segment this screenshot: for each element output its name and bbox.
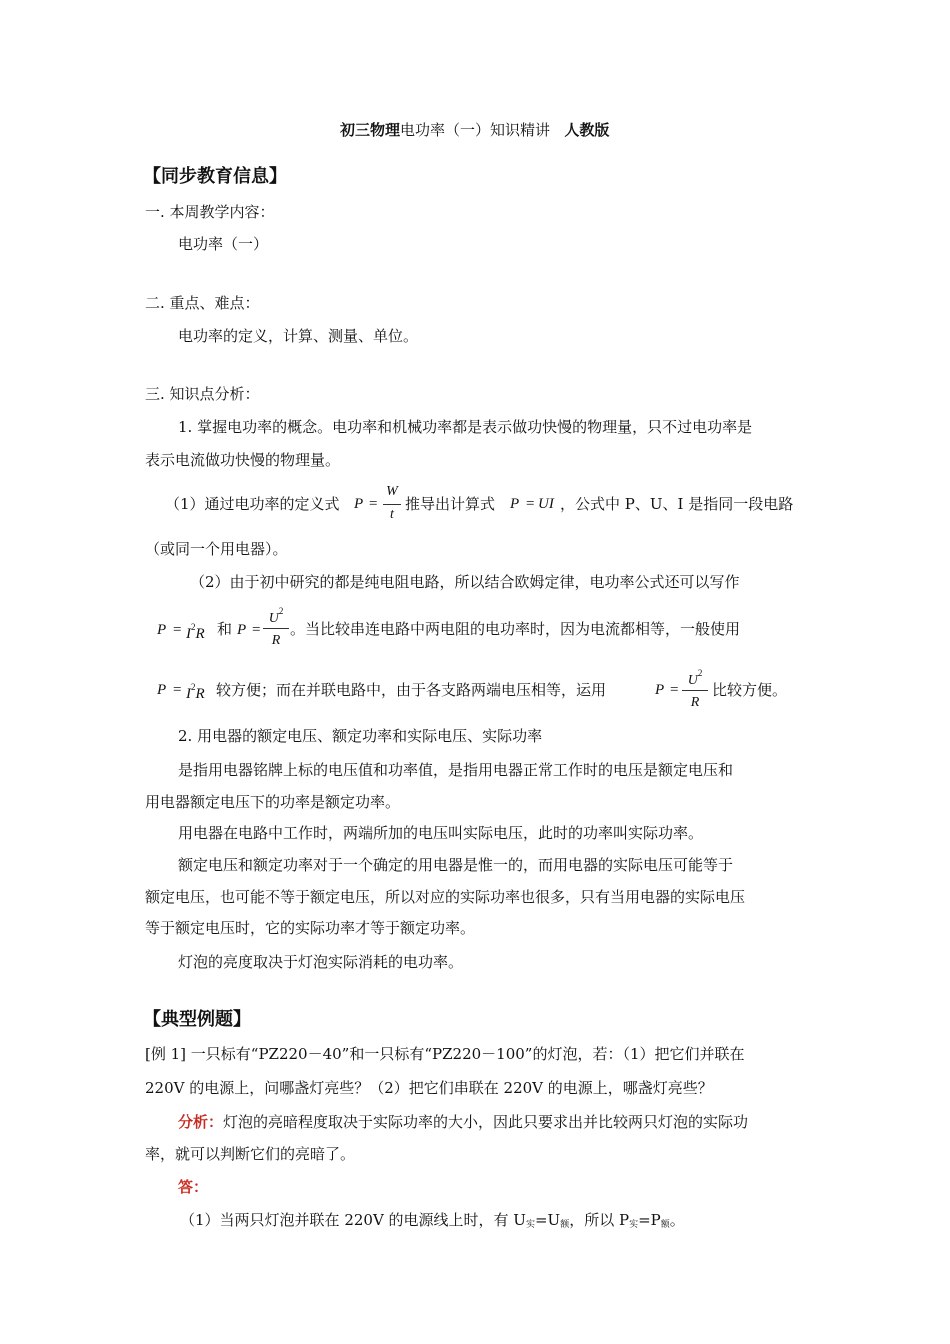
point-1-2-c: 较方便；而在并联电路中，由于各支路两端电压相等，运用 bbox=[216, 681, 607, 699]
formula-p-6: P bbox=[655, 682, 665, 698]
sub-real-1: 实 bbox=[525, 1220, 535, 1230]
point-2-line-c: 用电器在电路中工作时，两端所加的电压叫实际电压，此时的功率叫实际功率。 bbox=[178, 824, 704, 842]
numerator-exponent-2: 2 bbox=[697, 668, 703, 678]
point-1-2-b: 。当比较串连电路中两电阻的电功率时，因为电流都相等，一般使用 bbox=[290, 620, 741, 638]
point-2-line-d: 额定电压和额定功率对于一个确定的用电器是惟一的，而用电器的实际电压可能等于 bbox=[178, 856, 734, 874]
example-1-line-b: 220V 的电源上，问哪盏灯亮些？（2）把它们串联在 220V 的电源上，哪盏灯亮些？ bbox=[145, 1079, 713, 1097]
formula-p-3: P bbox=[157, 622, 167, 638]
numerator-u2 bbox=[263, 606, 289, 627]
sub-rated-2: 额 bbox=[660, 1220, 670, 1230]
formula-i2r bbox=[186, 623, 205, 642]
formula-eq-2: = bbox=[526, 496, 535, 512]
formula-eq-3: = bbox=[173, 622, 182, 638]
answer-1-eq: =U bbox=[534, 1211, 561, 1229]
example-1-line-a: [例 1] 一只标有“PZ220－40”和一只标有“PZ220－100”的灯泡，若：（1）把它们并联在 bbox=[145, 1045, 745, 1063]
content-item: 电功率（一） bbox=[178, 235, 269, 253]
analysis-label: 分析： bbox=[178, 1113, 224, 1131]
point-2-title: 2. 用电器的额定电压、额定功率和实际电压、实际功率 bbox=[178, 727, 543, 745]
point-1-line-a: 1. 掌握电功率的概念。电功率和机械功率都是表示做功快慢的物理量，只不过电功率是 bbox=[178, 418, 753, 436]
fraction-u2-over-r-2 bbox=[682, 668, 708, 714]
formula-r-2: R bbox=[195, 686, 205, 702]
title-subject: 初三物理 bbox=[340, 121, 401, 139]
analysis-line-b: 率，就可以判断它们的亮暗了。 bbox=[145, 1145, 356, 1163]
formula-i: I bbox=[186, 626, 191, 642]
title-topic: 电功率（一）知识精讲 bbox=[400, 121, 551, 139]
answer-label: 答： bbox=[178, 1178, 209, 1196]
page-title bbox=[340, 123, 609, 138]
answer-1-eq2: =P bbox=[638, 1211, 661, 1229]
sync-info-heading: 【同步教育信息】 bbox=[143, 166, 287, 187]
analysis-text-a: 灯泡的亮暗程度取决于实际功率的大小，因此只要求出并比较两只灯泡的实际功 bbox=[223, 1113, 749, 1131]
denominator-t: t bbox=[390, 507, 394, 522]
content-heading: 一. 本周教学内容： bbox=[145, 203, 275, 221]
fraction-w-over-t bbox=[383, 484, 401, 526]
fraction-bar-2 bbox=[263, 628, 289, 629]
examples-heading: 【典型例题】 bbox=[143, 1009, 251, 1030]
fraction-bar-3 bbox=[682, 690, 708, 691]
point-2-line-g: 灯泡的亮度取决于灯泡实际消耗的电功率。 bbox=[178, 953, 464, 971]
point-1-1-pre: （1）通过电功率的定义式 bbox=[165, 495, 340, 513]
analysis-line-a bbox=[178, 1115, 748, 1130]
denominator-r: R bbox=[271, 633, 281, 648]
numerator-exponent: 2 bbox=[278, 606, 284, 616]
formula-r: R bbox=[195, 626, 205, 642]
formula-i2r-2 bbox=[186, 683, 205, 702]
sub-rated-1: 额 bbox=[560, 1220, 570, 1230]
answer-1-mid: ，所以 P bbox=[569, 1211, 630, 1229]
point-2-line-a: 是指用电器铭牌上标的电压值和功率值，是指用电器正常工作时的电压是额定电压和 bbox=[178, 761, 734, 779]
point-1-line-b: 表示电流做功快慢的物理量。 bbox=[145, 451, 341, 469]
sub-real-2: 实 bbox=[629, 1220, 639, 1230]
key-heading: 二. 重点、难点： bbox=[145, 294, 260, 312]
answer-line-1 bbox=[180, 1213, 685, 1230]
formula-eq-5: = bbox=[173, 682, 182, 698]
formula-p-4: P bbox=[237, 622, 247, 638]
formula-p: P bbox=[354, 496, 364, 512]
answer-1-end: 。 bbox=[669, 1211, 685, 1229]
analysis-heading: 三. 知识点分析： bbox=[145, 385, 260, 403]
numerator-u: U bbox=[268, 611, 279, 626]
formula-eq: = bbox=[369, 496, 378, 512]
formula-p-2: P bbox=[510, 496, 520, 512]
point-1-1-b: （或同一个用电器）。 bbox=[145, 540, 288, 558]
point-2-line-b: 用电器额定电压下的功率是额定功率。 bbox=[145, 793, 401, 811]
formula-eq-4: = bbox=[252, 622, 261, 638]
point-1-2-and: 和 bbox=[217, 620, 233, 638]
denominator-r-2: R bbox=[690, 695, 700, 710]
point-1-2-a: （2）由于初中研究的都是纯电阻电路，所以结合欧姆定律，电功率公式还可以写作 bbox=[190, 573, 740, 591]
numerator-u-2: U bbox=[687, 673, 698, 688]
formula-eq-6: = bbox=[670, 682, 679, 698]
formula-i-2: I bbox=[186, 686, 191, 702]
point-2-line-e: 额定电压，也可能不等于额定电压，所以对应的实际功率也很多，只有当用电器的实际电压 bbox=[145, 888, 746, 906]
answer-1-pre: （1）当两只灯泡并联在 220V 的电源线上时，有 U bbox=[180, 1211, 526, 1229]
point-1-1-mid: 推导出计算式 bbox=[405, 495, 496, 513]
exponent-2: 2 bbox=[191, 622, 196, 632]
key-item: 电功率的定义，计算、测量、单位。 bbox=[178, 327, 419, 345]
exponent-2b: 2 bbox=[191, 682, 196, 692]
fraction-bar bbox=[383, 504, 401, 505]
formula-p-5: P bbox=[157, 682, 167, 698]
numerator-w: W bbox=[386, 484, 398, 499]
numerator-u2-2 bbox=[682, 668, 708, 689]
point-1-2-d: 比较方便。 bbox=[712, 681, 788, 699]
formula-ui: UI bbox=[538, 496, 554, 512]
title-edition: 人教版 bbox=[564, 121, 610, 139]
point-1-1-post: ，公式中 P、U、I 是指同一段电路 bbox=[560, 495, 794, 513]
fraction-u2-over-r bbox=[263, 606, 289, 652]
point-2-line-f: 等于额定电压时，它的实际功率才等于额定功率。 bbox=[145, 919, 476, 937]
